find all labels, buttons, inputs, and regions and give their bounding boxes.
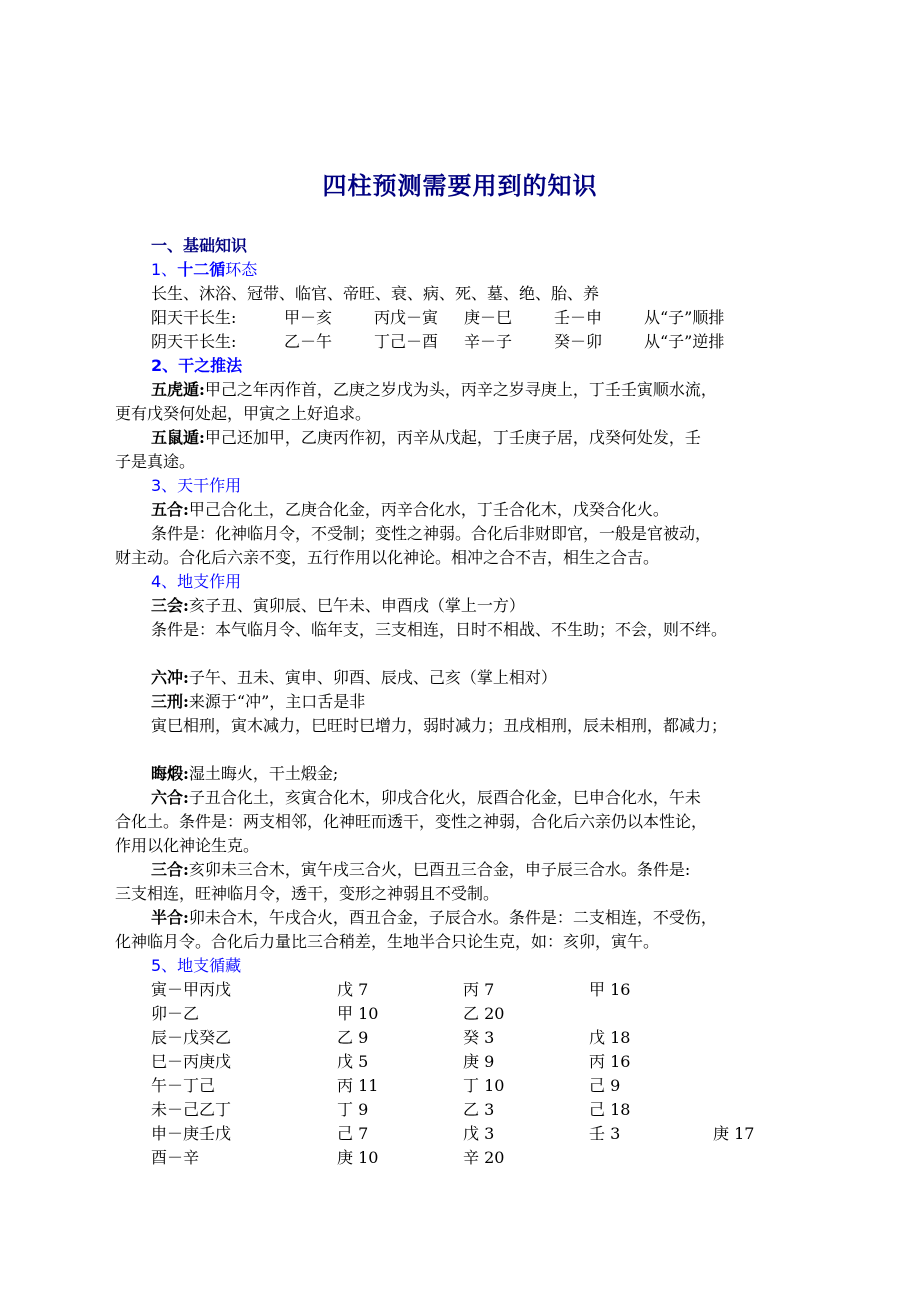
yin-stems-row: 阴天干长生: 乙－午 丁己－酉 辛－子 癸－卯 从“子”逆排 (151, 332, 725, 351)
sanhui-conditions: 条件是：本气临月令、临年支，三支相连，日时不相战、不生助；不会，则不绊。 (151, 620, 728, 639)
wushu-paragraph-cont: 子是真途。 (115, 452, 196, 471)
banhe-paragraph-cont: 化神临月令。合化后力量比三合稍差，生地半合只论生克，如：亥卯，寅午。 (115, 932, 660, 951)
wuhe-conditions-cont: 财主动。合化后六亲不变，五行作用以化神论。相冲之合不吉，相生之合吉。 (115, 548, 660, 567)
subheading-stem-effects: 3、天干作用 (151, 476, 242, 495)
liuhe-paragraph-cont: 合化土。条件是：两支相邻，化神旺而透干，变性之神弱，合化后六亲仍以本性论， (115, 812, 708, 831)
document-body (115, 234, 815, 1170)
banhe-paragraph: 半合:卯未合木，午戌合火，酉丑合金，子辰合水。条件是：二支相连，不受伤， (151, 908, 717, 927)
sanxing-detail: 寅巳相刑，寅木减力，巳旺时巳增力，弱时减力；丑戌相刑，辰未相刑，都减力； (151, 716, 728, 735)
subheading-hidden-stems: 5、地支循藏 (151, 956, 242, 975)
liuhe-paragraph-cont: 作用以化神论生克。 (115, 836, 260, 855)
table-row: 卯－乙 甲 10 乙 20 (151, 1004, 505, 1023)
table-row: 酉－辛 庚 10 辛 20 (151, 1148, 505, 1167)
sanxing-paragraph: 三刑:来源于“冲”，主口舌是非 (151, 692, 366, 711)
table-row: 辰－戊癸乙 乙 9 癸 3 戊 18 (151, 1028, 631, 1047)
subheading-stem-derivation: 2、干之推法 (151, 356, 243, 375)
huiduan-paragraph: 晦煅:湿土晦火，干土煅金; (151, 764, 339, 783)
wushu-paragraph: 五鼠遁:甲己还加甲，乙庚丙作初，丙辛从戊起，丁壬庚子居，戊癸何处发，壬 (151, 428, 701, 447)
wuhe-paragraph: 五合:甲己合化土，乙庚合化金，丙辛合化水，丁壬合化木，戊癸合化火。 (151, 500, 669, 519)
subheading-twelve-states: 1、十二循环态 (151, 260, 258, 279)
table-row: 未－己乙丁 丁 9 乙 3 己 18 (151, 1100, 631, 1119)
subheading-branch-effects: 4、地支作用 (151, 572, 242, 591)
sanhe-paragraph-cont: 三支相连，旺神临月令，透干，变形之神弱且不受制。 (115, 884, 500, 903)
wuhe-conditions: 条件是：化神临月令，不受制；变性之神弱。合化后非财即官，一般是官被动， (151, 524, 712, 543)
wuhu-paragraph-cont: 更有戊癸何处起，甲寅之上好追求。 (115, 404, 372, 423)
liuhe-paragraph: 六合:子丑合化土，亥寅合化木，卯戌合化火，辰酉合化金，巳申合化水，午未 (151, 788, 701, 807)
spacer (115, 738, 815, 762)
page-title: 四柱预测需要用到的知识 (322, 172, 598, 200)
table-row: 申－庚壬戊 己 7 戊 3 壬 3 庚 17 (151, 1124, 755, 1143)
liuchong-paragraph: 六冲:子午、丑未、寅申、卯酉、辰戌、己亥（掌上相对） (151, 668, 557, 687)
twelve-states-list: 长生、沐浴、冠带、临官、帝旺、衰、病、死、墓、绝、胎、养 (151, 284, 600, 303)
table-row: 午－丁己 丙 11 丁 10 己 9 (151, 1076, 621, 1095)
spacer (115, 642, 815, 666)
sanhe-paragraph: 三合:亥卯未三合木，寅午戌三合火，巳酉丑三合金，申子辰三合水。条件是: (151, 860, 691, 879)
hidden-stems-table (115, 978, 815, 1170)
table-row: 寅－甲丙戊 戊 7 丙 7 甲 16 (151, 980, 631, 999)
section-heading-basics: 一、基础知识 (151, 236, 248, 255)
wuhu-paragraph: 五虎遁:甲己之年丙作首，乙庚之岁戊为头，丙辛之岁寻庚上，丁壬壬寅顺水流， (151, 380, 717, 399)
yang-stems-row: 阳天干长生: 甲－亥 丙戊－寅 庚－巳 壬－申 从“子”顺排 (151, 308, 725, 327)
sanhui-paragraph: 三会:亥子丑、寅卯辰、巳午未、申酉戌（掌上一方） (151, 596, 525, 615)
table-row: 巳－丙庚戊 戊 5 庚 9 丙 16 (151, 1052, 631, 1071)
